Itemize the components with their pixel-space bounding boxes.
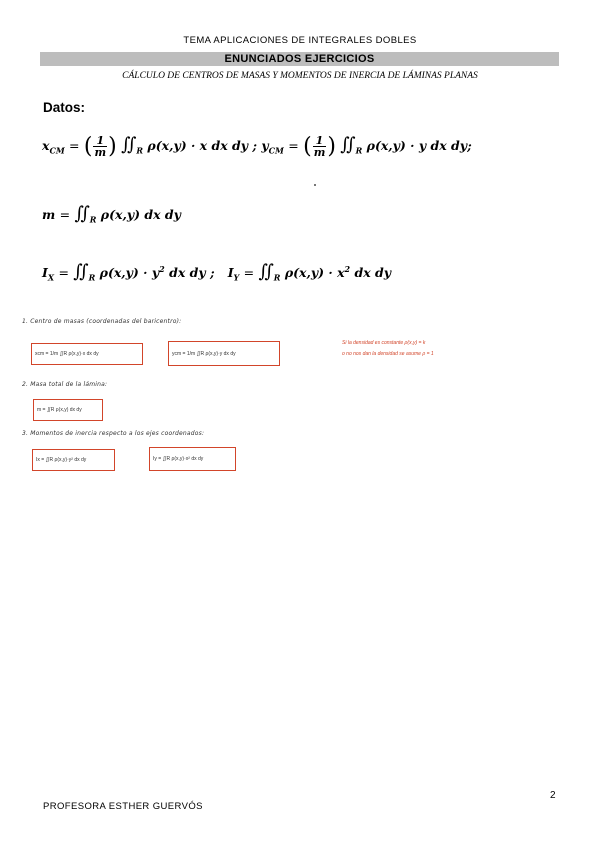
hw-item3-label: 3. Momentos de inercia respecto a los ejes coordenados: bbox=[22, 430, 205, 437]
hw-density-note-1: Si la densidad es constante ρ(x,y) = k bbox=[342, 340, 426, 346]
hw-iy-box: Iy = ∬R ρ(x,y)·x² dx dy bbox=[149, 447, 236, 471]
mass-formula: $m = ∬_R$ ρ(x,y) dx dy bbox=[42, 203, 181, 225]
document-header: TEMA APLICACIONES DE INTEGRALES DOBLES bbox=[183, 35, 417, 46]
hw-item1-label: 1. Centro de masas (coordenadas del baricentro): bbox=[22, 318, 182, 325]
hw-ycm-box: ycm = 1/m ∬R ρ(x,y)·y dx dy bbox=[168, 341, 280, 366]
hw-mass-box: m = ∬R ρ(x,y) dx dy bbox=[33, 399, 103, 421]
hw-xcm-box: xcm = 1/m ∬R ρ(x,y)·x dx dy bbox=[31, 343, 143, 365]
section-title-bar: ENUNCIADOS EJERCICIOS bbox=[40, 52, 559, 66]
hw-density-note-2: o no nos dan la densidad se asume ρ = 1 bbox=[342, 351, 434, 357]
hw-item2-label: 2. Masa total de la lámina: bbox=[22, 381, 108, 388]
inertia-formula: $I_X$ = $∬_R$ $\rho(x,y) \cdot y^2$ dx dy ; $I_Y$ = $∬_R$ $\rho(x,y) \cdot x^2$ dx dy bbox=[42, 261, 392, 283]
footer-author: PROFESORA ESTHER GUERVÓS bbox=[43, 801, 203, 812]
hw-ix-box: Ix = ∬R ρ(x,y)·y² dx dy bbox=[32, 449, 115, 471]
centroid-formula: $x_{CM}$ = ( $\frac{1}{m}$ ) $∬_R$ ρ(x,y) · x dx dy ; $y_{CM}$ = ( $\frac{1}{m}$ ) $∬_R$ ρ(x,y) · y dx dy; bbox=[42, 134, 472, 159]
section-subtitle: CÁLCULO DE CENTROS DE MASAS Y MOMENTOS DE INERCIA DE LÁMINAS PLANAS bbox=[122, 71, 478, 81]
stray-dot bbox=[314, 184, 316, 186]
datos-heading: Datos: bbox=[43, 100, 86, 115]
page-number: 2 bbox=[550, 790, 556, 801]
